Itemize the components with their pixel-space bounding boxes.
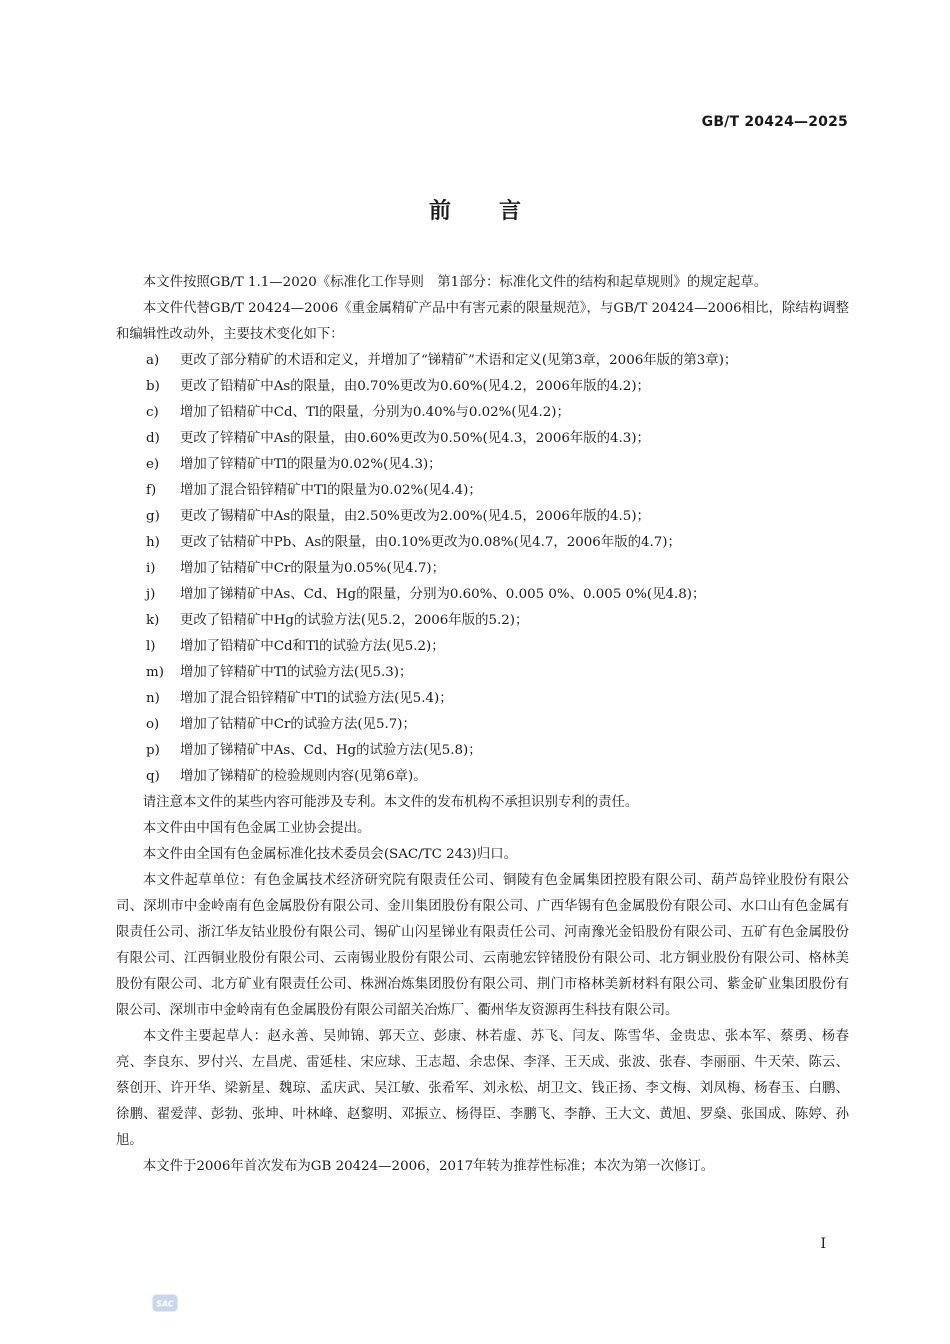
list-item <box>116 348 849 374</box>
list-marker: j) <box>146 587 156 602</box>
list-text: 更改了部分精矿的术语和定义，并增加了“锑精矿”术语和定义(见第3章，2006年版的第3章)； <box>180 353 738 368</box>
list-marker: b) <box>146 379 160 394</box>
list-marker: l) <box>146 639 156 654</box>
changes-list <box>116 348 849 790</box>
list-text: 更改了钴精矿中Pb、As的限量，由0.10%更改为0.08%(见4.7，2006年版的4.7)； <box>180 535 681 550</box>
intro-paragraph: 本文件代替GB/T 20424—2006《重金属精矿产品中有害元素的限量规范》，与GB/T 20424—2006相比，除结构调整和编辑性改动外，主要技术变化如下： <box>116 301 849 342</box>
list-text: 增加了锌精矿中Tl的限量为0.02%(见4.3)； <box>180 457 442 472</box>
list-item <box>116 400 849 426</box>
page-title <box>0 194 950 225</box>
drafting-units: 本文件起草单位：有色金属技术经济研究院有限责任公司、铜陵有色金属集团控股有限公司、葫芦岛锌业股份有限公司、深圳市中金岭南有色金属股份有限公司、金川集团股份有限公司、广西华锡有色金属股份有限公司、水口山有色金属有限责任公司、浙江华友钴业股份有限公司、锡矿山闪星锑业有限责任公司、河南豫光金铅股份有限公司、五矿有色金属股份有限公司、江西铜业股份有限公司、云南锡业股份有限公司、云南驰宏锌锗股份有限公司、北方铜业股份有限公司、格林美股份有限公司、北方矿业有限责任公司、株洲冶炼集团股份有限公司、荆门市格林美新材料有限公司、紫金矿业集团股份有限公司、深圳市中金岭南有色金属股份有限公司韶关冶炼厂、衢州华友资源再生科技有限公司。 <box>116 873 849 1018</box>
standard-code: GB/T 20424—2025 <box>701 114 848 130</box>
list-text: 增加了铅精矿中Cd、Tl的限量，分别为0.40%与0.02%(见4.2)； <box>180 405 570 420</box>
list-marker: i) <box>146 561 156 576</box>
list-marker: p) <box>146 743 160 758</box>
list-item <box>116 686 849 712</box>
list-item <box>116 374 849 400</box>
list-item <box>116 634 849 660</box>
list-item <box>116 738 849 764</box>
list-text: 增加了钴精矿中Cr的限量为0.05%(见4.7)； <box>180 561 446 576</box>
page-title-char: 前 <box>428 199 451 224</box>
list-marker: d) <box>146 431 160 446</box>
intro-paragraph: 本文件按照GB/T 1.1—2020《标准化工作导则 第1部分：标准化文件的结构和起草规则》的规定起草。 <box>142 275 768 290</box>
list-marker: f) <box>146 483 157 498</box>
list-text: 增加了铅精矿中Cd和Tl的试验方法(见5.2)； <box>180 639 445 654</box>
committee-statement: 本文件由全国有色金属标准化技术委员会(SAC/TC 243)归口。 <box>142 847 518 862</box>
list-text: 增加了混合铅锌精矿中Tl的限量为0.02%(见4.4)； <box>180 483 482 498</box>
patent-notice: 请注意本文件的某些内容可能涉及专利。本文件的发布机构不承担识别专利的责任。 <box>142 795 639 810</box>
list-item <box>116 426 849 452</box>
proposer-statement: 本文件由中国有色金属工业协会提出。 <box>142 821 371 836</box>
list-item <box>116 530 849 556</box>
list-item <box>116 608 849 634</box>
list-marker: h) <box>146 535 160 550</box>
list-item <box>116 452 849 478</box>
list-text: 更改了铅精矿中As的限量，由0.70%更改为0.60%(见4.2，2006年版的4.2)； <box>180 379 650 394</box>
list-text: 更改了铅精矿中Hg的试验方法(见5.2，2006年版的5.2)； <box>180 613 529 628</box>
list-item <box>116 660 849 686</box>
list-marker: a) <box>146 353 160 368</box>
list-item <box>116 712 849 738</box>
list-marker: c) <box>146 405 159 420</box>
list-text: 增加了钴精矿中Cr的试验方法(见5.7)； <box>180 717 416 732</box>
list-item <box>116 582 849 608</box>
list-text: 增加了锑精矿中As、Cd、Hg的试验方法(见5.8)； <box>180 743 482 758</box>
sac-logo-icon <box>152 1294 178 1312</box>
list-text: 增加了混合铅锌精矿中Tl的试验方法(见5.4)； <box>180 691 453 706</box>
list-item <box>116 478 849 504</box>
list-marker: m) <box>146 665 164 680</box>
svg-text:SAC: SAC <box>156 1299 174 1309</box>
list-text: 更改了锌精矿中As的限量，由0.60%更改为0.50%(见4.3，2006年版的4.3)； <box>180 431 650 446</box>
list-marker: g) <box>146 509 160 524</box>
list-item <box>116 764 849 790</box>
page-number: I <box>820 1236 826 1252</box>
list-marker: n) <box>146 691 160 706</box>
list-text: 增加了锑精矿中As、Cd、Hg的限量，分别为0.60%、0.005 0%、0.005 0%(见4.8)； <box>180 587 706 602</box>
page-title-char: 言 <box>499 199 522 224</box>
list-marker: q) <box>146 769 160 784</box>
list-text: 更改了锡精矿中As的限量，由2.50%更改为2.00%(见4.5，2006年版的4.5)； <box>180 509 650 524</box>
list-marker: e) <box>146 457 160 472</box>
list-text: 增加了锑精矿的检验规则内容(见第6章)。 <box>180 769 427 784</box>
list-text: 增加了锌精矿中Tl的试验方法(见5.3)； <box>180 665 413 680</box>
list-marker: o) <box>146 717 160 732</box>
foreword-body <box>116 270 849 1180</box>
drafters: 本文件主要起草人：赵永善、吴帅锦、郭天立、彭康、林若虚、苏飞、闫友、陈雪华、金贵忠、张本军、蔡勇、杨春亮、李良东、罗付兴、左昌虎、雷延桂、宋应球、王志超、余忠保、李泽、王天成、张波、张春、李丽丽、牛天荣、陈云、蔡创开、许开华、梁新星、魏琼、孟庆武、吴江敏、张希军、刘永松、胡卫文、钱正扬、李文梅、刘凤梅、杨春玉、白鹏、徐鹏、翟爱萍、彭勃、张坤、叶林峰、赵黎明、邓振立、杨得臣、李鹏飞、李静、王大文、黄旭、罗燊、张国成、陈婷、孙旭。 <box>116 1029 849 1148</box>
list-item <box>116 504 849 530</box>
list-marker: k) <box>146 613 160 628</box>
list-item <box>116 556 849 582</box>
revision-history: 本文件于2006年首次发布为GB 20424—2006，2017年转为推荐性标准；本次为第一次修订。 <box>142 1159 715 1174</box>
